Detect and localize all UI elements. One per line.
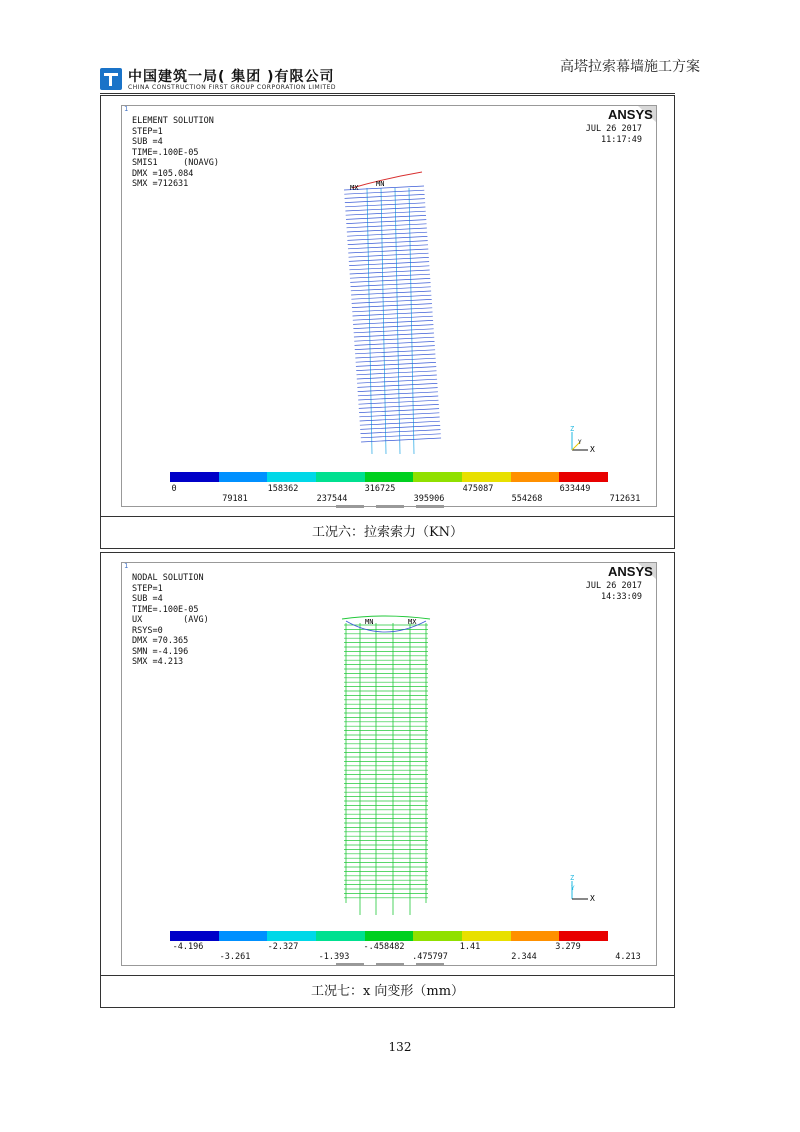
figure-caption: 工况六：拉索索力（KN） <box>101 516 674 549</box>
info-line: SMX =712631 <box>132 179 189 189</box>
marker-mn: MN <box>376 180 385 188</box>
mesh-line <box>357 371 437 375</box>
mesh-line <box>349 253 429 257</box>
legend-label: 395906 <box>413 494 445 504</box>
mesh-line <box>351 295 431 299</box>
color-band <box>413 931 462 941</box>
legend-label: 4.213 <box>615 952 641 962</box>
mesh-line <box>353 320 433 324</box>
panel-scroll-marks <box>336 963 446 967</box>
info-line: SMX =4.213 <box>132 657 184 667</box>
color-band <box>462 931 511 941</box>
mesh-line <box>357 375 437 379</box>
mesh-line <box>347 232 427 236</box>
legend-label: 554268 <box>511 494 543 504</box>
mesh-line <box>355 354 435 358</box>
info-line: STEP=1 <box>132 583 163 594</box>
color-band <box>462 472 511 482</box>
legend-label: .475797 <box>412 952 448 962</box>
top-arc <box>342 616 430 619</box>
info-line: SUB =4 <box>132 137 163 147</box>
mesh-line <box>358 388 438 392</box>
info-line: UX (AVG) <box>132 615 209 625</box>
mesh-line <box>357 379 437 383</box>
info-line: SUB =4 <box>132 594 163 604</box>
cable-mesh <box>344 623 428 915</box>
mesh-line <box>358 400 438 404</box>
svg-text:Y: Y <box>571 885 575 892</box>
mesh-line <box>360 421 440 425</box>
colorbar <box>170 472 608 482</box>
marker-mx: MX <box>408 618 417 626</box>
mesh-line <box>354 333 434 337</box>
company-logo-icon <box>100 68 122 90</box>
mesh-line <box>358 392 438 396</box>
figure-caption: 工况七：x 向变形（mm） <box>101 975 674 1008</box>
legend-label: -3.261 <box>219 952 251 962</box>
legend-label: -.458482 <box>363 942 405 952</box>
legend-label: -2.327 <box>267 942 299 952</box>
color-band <box>365 472 414 482</box>
ansys-panel-2 <box>121 562 657 966</box>
legend-label: 237544 <box>316 494 348 504</box>
document-title: 高塔拉索幕墙施工方案 <box>560 59 700 75</box>
ansys-panel-1 <box>121 105 657 507</box>
mesh-line <box>345 194 425 198</box>
mesh-line <box>357 383 437 387</box>
mesh-line <box>351 283 431 287</box>
mesh-line <box>353 312 433 316</box>
top-arc <box>352 172 422 188</box>
mesh-line <box>354 337 434 341</box>
mesh-line <box>345 203 425 207</box>
axis-triad-icon <box>562 424 602 458</box>
legend-label: 3.279 <box>555 942 581 952</box>
axis-triad-icon <box>562 873 602 907</box>
legend-label: 633449 <box>559 484 591 494</box>
mesh-line <box>350 278 430 282</box>
mesh-line <box>352 299 432 303</box>
mesh-line <box>360 425 440 429</box>
mesh-line <box>346 220 426 224</box>
mesh-line <box>348 245 428 249</box>
color-band <box>267 931 316 941</box>
color-band <box>316 931 365 941</box>
mesh-line <box>356 367 436 371</box>
colorbar <box>170 931 608 941</box>
company-name-en: CHINA CONSTRUCTION FIRST GROUP CORPORATION LIMITED <box>128 84 337 91</box>
legend-label: 712631 <box>609 494 641 504</box>
panel-scroll-marks <box>336 505 446 509</box>
info-line: ELEMENT SOLUTION <box>132 116 214 126</box>
info-line: SMN =-4.196 <box>132 646 189 657</box>
color-band <box>559 931 608 941</box>
mesh-line <box>355 341 435 345</box>
svg-text:Y: Y <box>578 439 582 446</box>
color-band <box>219 931 268 941</box>
info-line: DMX =70.365 <box>132 636 189 646</box>
figure-frame-1 <box>100 95 675 549</box>
mesh-line <box>346 211 426 215</box>
mesh-line <box>347 224 427 228</box>
legend-label: 1.41 <box>459 942 481 952</box>
mesh-line <box>353 316 433 320</box>
window-number: 1 <box>124 105 129 113</box>
mesh-line <box>361 434 441 438</box>
mesh-line <box>352 308 432 312</box>
marker-mn: MN <box>365 618 374 626</box>
date: JUL 26 2017 <box>585 124 642 134</box>
mesh-line <box>346 215 426 219</box>
mesh-line <box>353 325 433 329</box>
legend-label: -4.196 <box>172 942 204 952</box>
mesh-line <box>360 430 440 434</box>
mesh-line <box>349 266 429 270</box>
mesh-line <box>348 241 428 245</box>
company-name-cn: 中国建筑一局( 集团 )有限公司 <box>128 69 335 85</box>
mesh-line <box>352 304 432 308</box>
mesh-line <box>355 346 435 350</box>
info-line: RSYS=0 <box>132 625 163 636</box>
mesh-line <box>367 188 372 454</box>
legend-label: 316725 <box>364 484 396 494</box>
svg-text:X: X <box>590 445 595 454</box>
svg-text:X: X <box>590 894 595 903</box>
mesh-line <box>348 249 428 253</box>
color-band <box>365 931 414 941</box>
mesh-line <box>351 291 431 295</box>
color-band <box>413 472 462 482</box>
legend-bottom-labels <box>170 952 652 963</box>
info-line: SMIS1 (NOAVG) <box>132 158 219 168</box>
mesh-line <box>354 329 434 333</box>
mesh-line <box>350 270 430 274</box>
mesh-line <box>356 362 436 366</box>
mesh-line <box>347 228 427 232</box>
svg-text:Z: Z <box>570 425 575 433</box>
color-band <box>511 472 560 482</box>
legend-label: -1.393 <box>318 952 350 962</box>
mesh-line <box>361 438 441 442</box>
svg-text:Z: Z <box>570 874 575 882</box>
mesh-line <box>356 358 436 362</box>
color-band <box>170 472 219 482</box>
legend-label: 158362 <box>267 484 299 494</box>
mesh-line <box>350 274 430 278</box>
info-line: STEP=1 <box>132 126 163 137</box>
mesh-line <box>347 236 427 240</box>
marker-mx: MX <box>350 184 359 192</box>
window-number: 1 <box>124 562 129 570</box>
legend-label: 2.344 <box>511 952 537 962</box>
time: 14:33:09 <box>601 591 642 602</box>
legend-bottom-labels <box>170 494 652 505</box>
header-rule <box>100 93 675 94</box>
figure-frame-2 <box>100 552 675 1008</box>
cable-mesh <box>344 186 441 454</box>
mesh-line <box>381 188 386 454</box>
legend-label: 475087 <box>462 484 494 494</box>
legend-label: 0 <box>171 484 177 494</box>
color-band <box>170 931 219 941</box>
color-band <box>559 472 608 482</box>
color-band <box>511 931 560 941</box>
brand-text: ANSYS <box>608 107 653 122</box>
mesh-line <box>358 396 438 400</box>
brand-text: ANSYS <box>608 564 653 579</box>
color-band <box>267 472 316 482</box>
mesh-line <box>395 188 400 454</box>
date: JUL 26 2017 <box>585 581 642 591</box>
page-number: 132 <box>388 1040 412 1054</box>
color-band <box>316 472 365 482</box>
mesh-line <box>349 257 429 261</box>
mesh-line <box>349 262 429 266</box>
mesh-line <box>355 350 435 354</box>
mesh-line <box>345 207 425 211</box>
time: 11:17:49 <box>601 134 642 145</box>
info-line: TIME=.100E-05 <box>132 147 199 158</box>
color-band <box>219 472 268 482</box>
info-line: NODAL SOLUTION <box>132 573 204 583</box>
info-line: DMX =105.084 <box>132 168 194 179</box>
legend-label: 79181 <box>222 494 248 504</box>
info-line: TIME=.100E-05 <box>132 604 199 615</box>
mesh-line <box>345 199 425 203</box>
mesh-line <box>351 287 431 291</box>
